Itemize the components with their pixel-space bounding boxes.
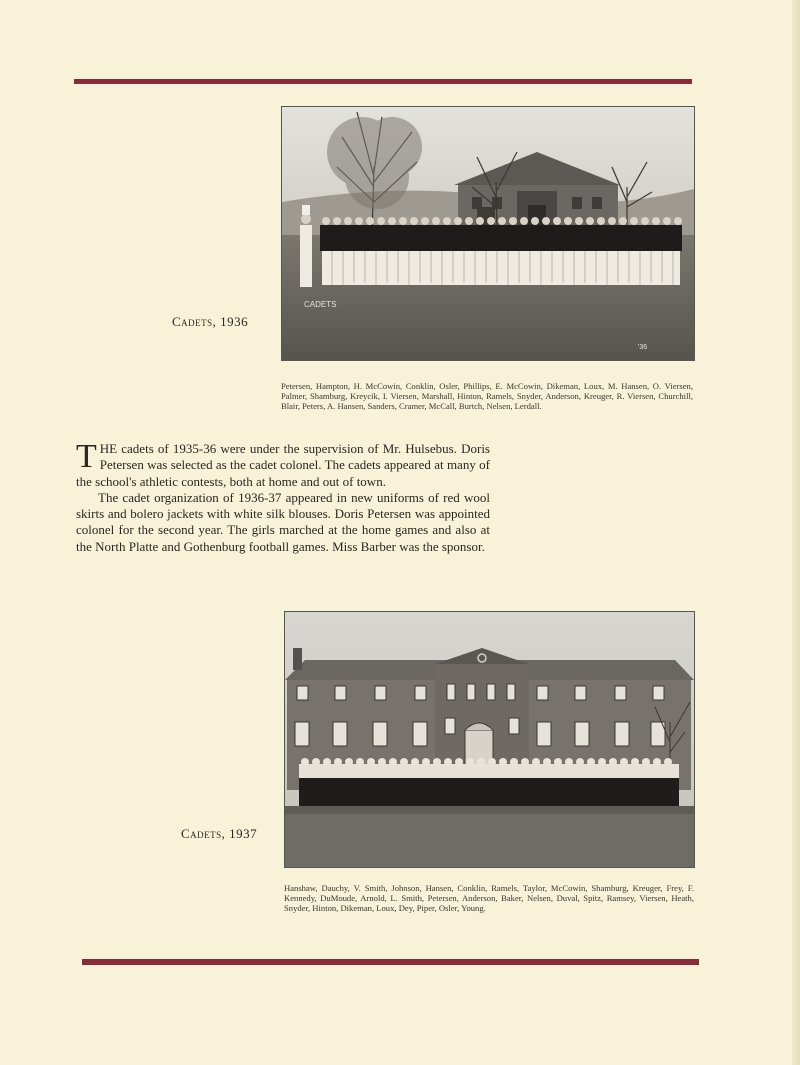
photo-year-mark: '36: [638, 344, 648, 351]
page-edge: [792, 0, 800, 1065]
caption-cadets-1936: Cadets, 1936: [172, 314, 249, 329]
cadets-1936-image: [282, 107, 694, 360]
names-cadets-1937: Hanshaw, Dauchy, V. Smith, Johnson, Hansen, Conklin, Ramels, Taylor, McCowin, Shamburg, Kreuger, Frey, F. Kennedy, DuMoude, Arnold, L. Smith, Petersen, Anderson, Baker, Nelsen, Duval, Spitz, Ramsey, Viersen, Heath, Snyder, Hinton, Dikeman, Loux, Dey, Piper, Osler, Young.: [284, 883, 694, 913]
article-text: [76, 438, 490, 555]
caption-cadets-1937: Cadets, 1937: [181, 826, 258, 841]
bottom-rule: [82, 959, 699, 965]
cadets-1937-photo: [284, 611, 695, 868]
cadets-1937-image: [285, 612, 694, 867]
cadets-photo-label: CADETS: [304, 300, 337, 309]
drop-cap: T: [76, 438, 97, 475]
names-cadets-1936: Petersen, Hampton, H. McCowin, Conklin, Osler, Phillips, E. McCowin, Dikeman, Loux, M. Hansen, O. Viersen, Palmer, Shamburg, Kreycik, I. Viersen, Marshall, Hinton, Ramels, Snyder, Anderson, Kreuger, R. Viersen, Churchill, Blair, Peters, A. Hansen, Sanders, Cramer, McCall, Burtch, Nelsen, Lerdall.: [281, 381, 693, 411]
top-rule: [74, 79, 692, 84]
article-paragraph-1: HE cadets of 1935-36 were under the supervision of Mr. Hulsebus. Doris Petersen was selected as the cadet colonel. The cadets appeared at many of the school's athletic contests, both at home and out of town.: [76, 441, 490, 489]
article-paragraph-2: The cadet organization of 1936-37 appeared in new uniforms of red wool skirts and bolero jackets with white silk blouses. Doris Petersen was appointed colonel for the second year. The girls marched at the home games and also at the North Platte and Gothenburg football games. Miss Barber was the sponsor.: [76, 489, 490, 554]
cadets-1936-photo: [281, 106, 695, 361]
